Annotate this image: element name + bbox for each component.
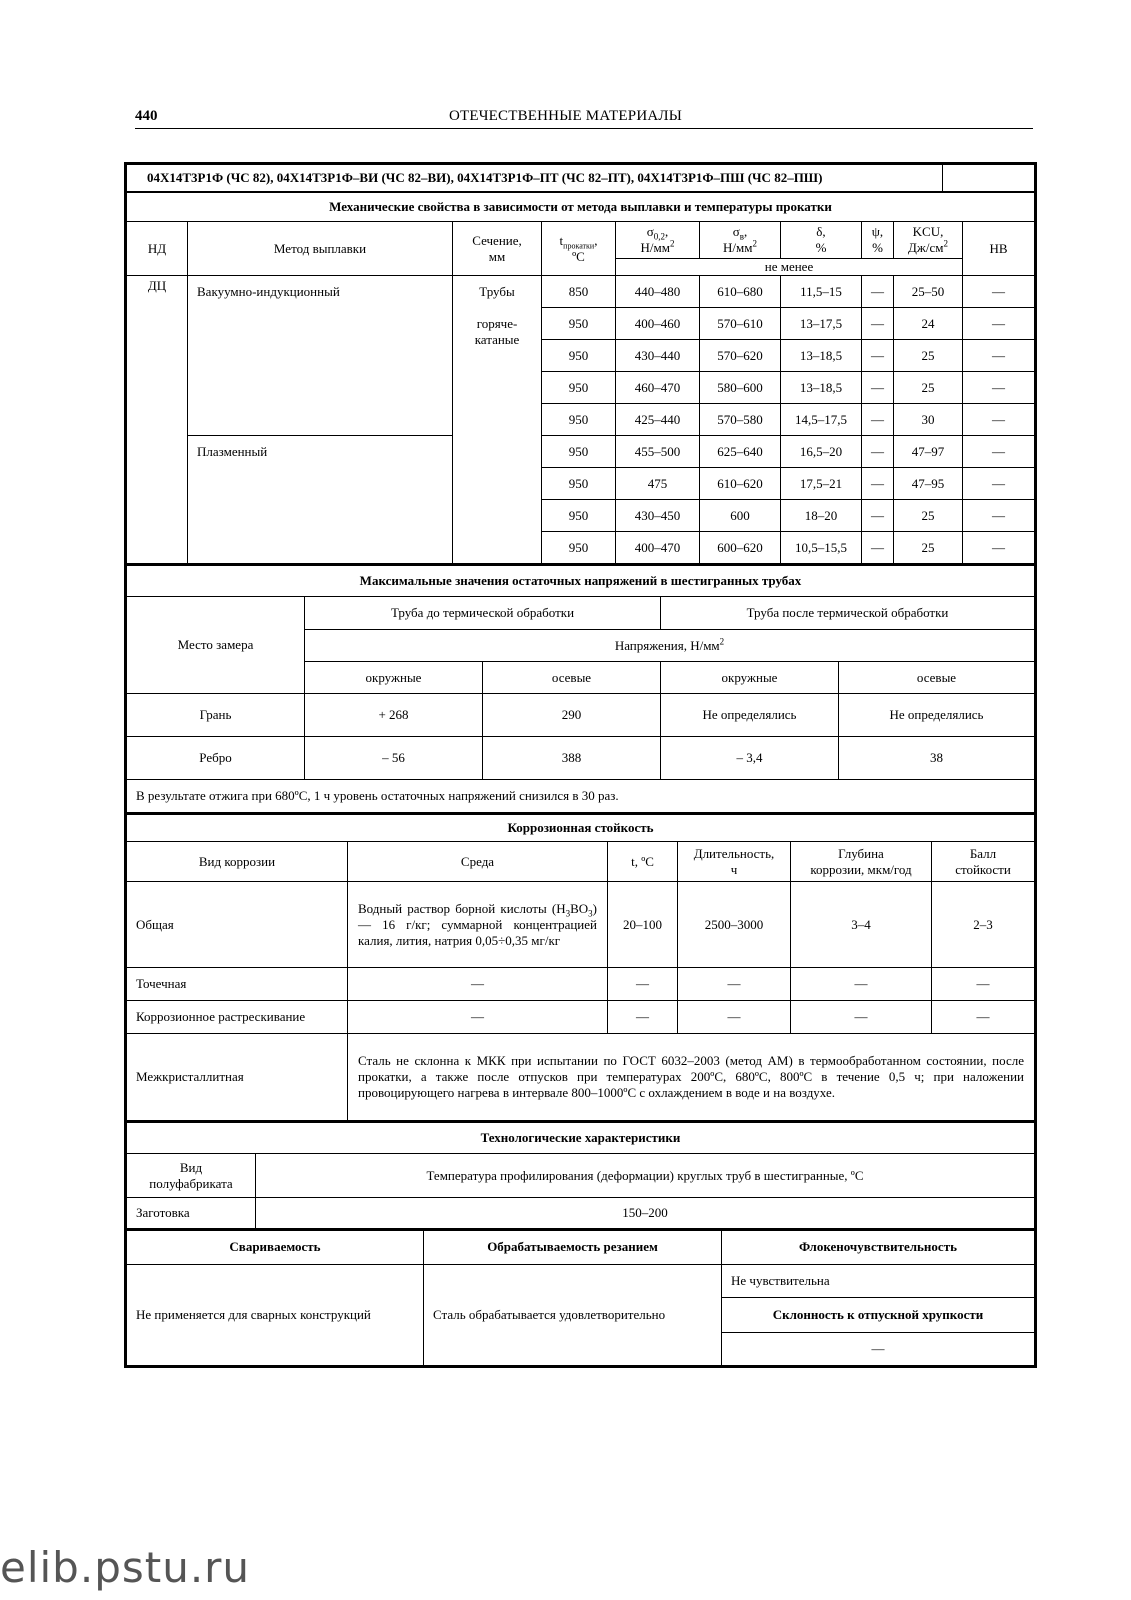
cell-value: 570–620	[700, 340, 781, 372]
axial-label: осевые	[483, 662, 661, 694]
col-method: Метод выплавки	[188, 222, 453, 276]
cell-value: 950	[542, 436, 616, 468]
cell-value: 13–18,5	[781, 340, 862, 372]
cell-value: —	[791, 1001, 932, 1034]
cell-value: 950	[542, 308, 616, 340]
annealing-note: В результате отжига при 680ºС, 1 ч уровень остаточных напряжений снизился в 30 раз.	[127, 780, 1035, 813]
weldability-heading: Свариваемость	[127, 1230, 424, 1264]
cell-value: —	[862, 308, 894, 340]
before-treatment-label: Труба до термической обработки	[305, 597, 661, 630]
cell-value: 14,5–17,5	[781, 404, 862, 436]
cell-value: 13–18,5	[781, 372, 862, 404]
cell-value: 610–620	[700, 468, 781, 500]
cell-value: —	[963, 276, 1035, 308]
col-score: Балл стойкости	[932, 842, 1035, 882]
cell-value: 10,5–15,5	[781, 532, 862, 564]
row-name: Межкристаллитная	[127, 1034, 348, 1121]
cell-value: 570–580	[700, 404, 781, 436]
table-row	[127, 737, 1035, 780]
cell-value: 400–470	[616, 532, 700, 564]
cell-value: – 56	[305, 737, 483, 780]
cell-value: —	[678, 1001, 791, 1034]
cell-value: 580–600	[700, 372, 781, 404]
col-section: Сечение, мм	[453, 222, 542, 276]
cell-value: —	[963, 308, 1035, 340]
min-label: не менее	[616, 259, 963, 276]
cell-value: 950	[542, 372, 616, 404]
cell-value: —	[862, 468, 894, 500]
col-duration: Длительность, ч	[678, 842, 791, 882]
cell-value: —	[963, 340, 1035, 372]
mech-heading: Механические свойства в зависимости от метода выплавки и температуры прокатки	[127, 193, 1035, 222]
cell-value: 440–480	[616, 276, 700, 308]
cell-value: —	[862, 404, 894, 436]
environment-text: Водный раствор борной кислоты $(H_3BO_3)$ — 16 г/кг; суммарной концентрацией калия, лития, натрия 0,05÷0,35 мг/кг	[348, 882, 608, 968]
table-row	[127, 1198, 1035, 1229]
col-hb: НВ	[963, 222, 1035, 276]
cell-value: 455–500	[616, 436, 700, 468]
cell-value: 950	[542, 532, 616, 564]
method-value: Вакуумно-индукционный	[188, 276, 453, 436]
cell-value: 430–450	[616, 500, 700, 532]
row-name: Заготовка	[127, 1198, 256, 1229]
cell-value: 400–460	[616, 308, 700, 340]
weldability-value: Не применяется для сварных конструкций	[127, 1264, 424, 1365]
mechanical-properties-table	[126, 192, 1035, 564]
material-datasheet	[124, 162, 1037, 1368]
page-number: 440	[135, 108, 158, 124]
table-row	[127, 694, 1035, 737]
cell-value: 430–440	[616, 340, 700, 372]
cell-value: —	[862, 500, 894, 532]
cell-value: Не определялись	[661, 694, 839, 737]
cell-value: 30	[894, 404, 963, 436]
cell-value: —	[932, 968, 1035, 1001]
machinability-heading: Обрабатываемость резанием	[424, 1230, 722, 1264]
corrosion-heading: Коррозионная стойкость	[127, 814, 1035, 842]
flake-heading: Флокеночувствительность	[722, 1230, 1035, 1264]
cell-value: —	[963, 372, 1035, 404]
cell-value: 460–470	[616, 372, 700, 404]
row-name: Коррозионное растрескивание	[127, 1001, 348, 1034]
cell-value: 290	[483, 694, 661, 737]
tech-heading: Технологические характеристики	[127, 1122, 1035, 1154]
temper-brittleness-value: —	[722, 1332, 1035, 1365]
col-corrosion-type: Вид коррозии	[127, 842, 348, 882]
row-name: Общая	[127, 882, 348, 968]
cell-value: —	[348, 968, 608, 1001]
hoop-label: окружные	[661, 662, 839, 694]
cell-value: 25	[894, 372, 963, 404]
row-name: Ребро	[127, 737, 305, 780]
row-name: Грань	[127, 694, 305, 737]
cell-value: —	[932, 1001, 1035, 1034]
stress-unit-label: Напряжения, $Н/мм^2$	[305, 630, 1035, 662]
temper-brittleness-heading: Склонность к отпускной хрупкости	[722, 1297, 1035, 1332]
col-profiling-temp: Температура профилирования (деформации) круглых труб в шестигранные, ºС	[256, 1154, 1035, 1198]
cell-value: 25–50	[894, 276, 963, 308]
weldability-table	[126, 1229, 1035, 1366]
hoop-label: окружные	[305, 662, 483, 694]
cell-value: 388	[483, 737, 661, 780]
cell-value: —	[963, 436, 1035, 468]
cell-value: 950	[542, 468, 616, 500]
cell-value: 425–440	[616, 404, 700, 436]
col-temperature: t, ºС	[608, 842, 678, 882]
cell-value: 600	[700, 500, 781, 532]
col-environment: Среда	[348, 842, 608, 882]
col-nd: НД	[127, 222, 188, 276]
watermark: elib.pstu.ru	[0, 1543, 251, 1592]
cell-value: —	[608, 1001, 678, 1034]
cell-value: 24	[894, 308, 963, 340]
cell-value: —	[862, 340, 894, 372]
after-treatment-label: Труба после термической обработки	[661, 597, 1035, 630]
grade-title: 04Х14Т3Р1Ф (ЧС 82), 04Х14Т3Р1Ф–ВИ (ЧС 82–ВИ), 04Х14Т3Р1Ф–ПТ (ЧС 82–ПТ), 04Х14Т3Р1Ф–ПШ (ЧС 82–ПШ)	[127, 165, 943, 192]
corrosion-table	[126, 813, 1035, 1121]
cell-value: 38	[839, 737, 1035, 780]
col-depth: Глубина коррозии, мкм/год	[791, 842, 932, 882]
col-reduction: ψ, %	[862, 222, 894, 259]
cell-value: 625–640	[700, 436, 781, 468]
cell-value: 25	[894, 500, 963, 532]
col-rolling-temp: $t_{прокатки}$, ºС	[542, 222, 616, 276]
cell-value: —	[963, 500, 1035, 532]
cell-value: —	[862, 436, 894, 468]
cell-value: 16,5–20	[781, 436, 862, 468]
cell-value: 25	[894, 340, 963, 372]
cell-value: 13–17,5	[781, 308, 862, 340]
running-title: ОТЕЧЕСТВЕННЫЕ МАТЕРИАЛЫ	[448, 108, 683, 124]
cell-value: 25	[894, 532, 963, 564]
cell-value: 570–610	[700, 308, 781, 340]
cell-value: 11,5–15	[781, 276, 862, 308]
cell-value: —	[678, 968, 791, 1001]
cell-value: – 3,4	[661, 737, 839, 780]
title-side-cell	[943, 165, 1035, 192]
cell-value: Не определялись	[839, 694, 1035, 737]
machinability-value: Сталь обрабатывается удовлетворительно	[424, 1264, 722, 1365]
table-row	[127, 276, 1035, 308]
residual-stress-table	[126, 564, 1035, 813]
table-row	[127, 968, 1035, 1001]
cell-value: 3–4	[791, 882, 932, 968]
cell-value: 47–97	[894, 436, 963, 468]
cell-value: —	[862, 276, 894, 308]
axial-label: осевые	[839, 662, 1035, 694]
table-row	[127, 882, 1035, 968]
row-name: Точечная	[127, 968, 348, 1001]
method-value: Плазменный	[188, 436, 453, 564]
cell-value: 950	[542, 500, 616, 532]
cell-value: 150–200	[256, 1198, 1035, 1229]
header-rule	[135, 128, 1033, 129]
nd-value: ДЦ	[127, 276, 188, 564]
cell-value: —	[963, 404, 1035, 436]
col-semiproduct: Вид полуфабриката	[127, 1154, 256, 1198]
col-yield-strength: $\sigma_{0,2}$, $Н/мм^2$	[616, 222, 700, 259]
measure-place-label: Место замера	[127, 597, 305, 694]
technological-table	[126, 1121, 1035, 1229]
cell-value: 47–95	[894, 468, 963, 500]
col-tensile-strength: $\sigma_в$, $Н/мм^2$	[700, 222, 781, 259]
cell-value: 600–620	[700, 532, 781, 564]
section-value: Трубы горяче- катаные	[453, 276, 542, 564]
cell-value: 850	[542, 276, 616, 308]
cell-value: 610–680	[700, 276, 781, 308]
title-table	[126, 164, 1035, 192]
cell-value: 2500–3000	[678, 882, 791, 968]
cell-value: 18–20	[781, 500, 862, 532]
cell-value: 2–3	[932, 882, 1035, 968]
stress-heading: Максимальные значения остаточных напряжений в шестигранных трубах	[127, 565, 1035, 597]
cell-value: —	[963, 468, 1035, 500]
col-elongation: δ, %	[781, 222, 862, 259]
cell-value: —	[862, 372, 894, 404]
cell-value: 17,5–21	[781, 468, 862, 500]
cell-value: —	[791, 968, 932, 1001]
table-row	[127, 1001, 1035, 1034]
table-row	[127, 436, 1035, 468]
cell-value: —	[963, 532, 1035, 564]
cell-value: 475	[616, 468, 700, 500]
cell-value: 950	[542, 404, 616, 436]
col-kcu: KCU, $Дж/см^2$	[894, 222, 963, 259]
cell-value: 950	[542, 340, 616, 372]
cell-value: + 268	[305, 694, 483, 737]
cell-value: —	[862, 532, 894, 564]
flake-value: Не чувствительна	[722, 1264, 1035, 1297]
cell-value: 20–100	[608, 882, 678, 968]
cell-value: —	[348, 1001, 608, 1034]
table-row	[127, 1034, 1035, 1121]
intergranular-text: Сталь не склонна к МКК при испытании по ГОСТ 6032–2003 (метод АМ) в термообработанном состоянии, после прокатки, а также после отпусков при температурах 200ºС, 680ºС, 800ºС в течение 0,5 ч; при наложении провоцирующего нагрева в интервале 800–1000ºС с охлаждением в воде и на воздухе.	[348, 1034, 1035, 1121]
cell-value: —	[608, 968, 678, 1001]
